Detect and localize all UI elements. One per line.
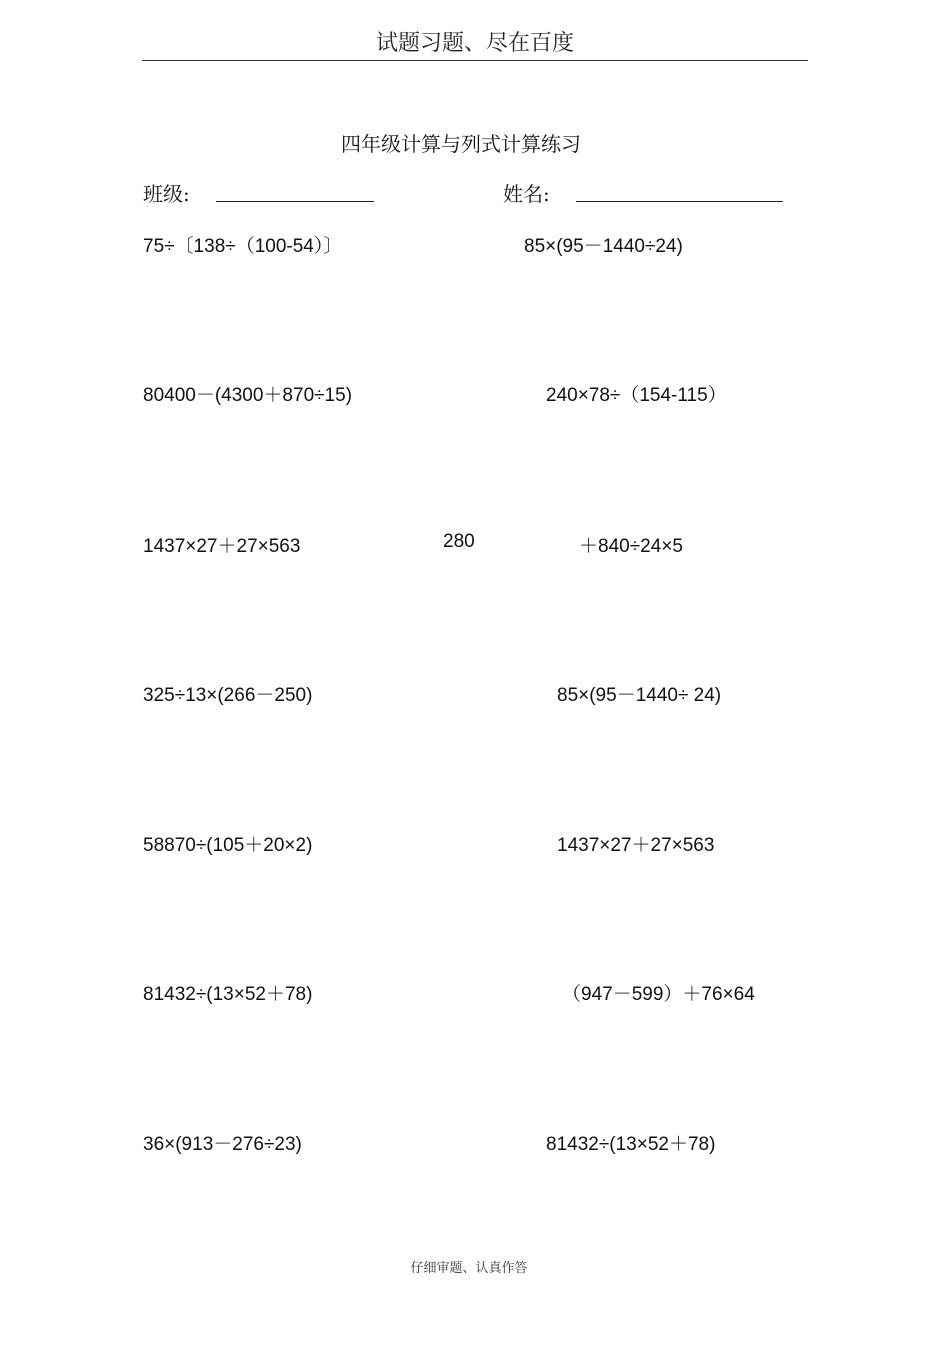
problem-right-7: 81432÷(13×52＋78) [546, 1134, 716, 1155]
problem-right-5: 1437×27＋27×563 [557, 835, 715, 856]
problem-middle-fragment: 280 [443, 531, 475, 552]
worksheet-title: 四年级计算与列式计算练习 [341, 132, 581, 156]
page-footer: 仔细审题、认真作答 [410, 1261, 528, 1276]
problem-left-3: 1437×27＋27×563 [143, 536, 301, 557]
problem-right-1: 85×(95－1440÷24) [524, 236, 683, 257]
name-label: 姓名: [503, 182, 550, 206]
problem-right-4: 85×(95－1440÷ 24) [557, 685, 722, 706]
problem-left-1: 75÷〔138÷（100-54）〕 [143, 236, 343, 257]
problem-right-2: 240×78÷（154-115） [546, 385, 727, 406]
problem-left-2: 80400－(4300＋870÷15) [143, 385, 353, 406]
name-blank-line [576, 201, 783, 202]
problem-left-6: 81432÷(13×52＋78) [143, 984, 313, 1005]
problem-right-6: （947－599）＋76×64 [562, 984, 755, 1005]
problem-left-7: 36×(913－276÷23) [143, 1134, 302, 1155]
class-blank-line [216, 201, 374, 202]
page-header: 试题习题、尽在百度 [375, 31, 574, 56]
problem-left-5: 58870÷(105＋20×2) [143, 835, 313, 856]
problem-right-3: ＋840÷24×5 [579, 536, 683, 557]
class-label: 班级: [143, 182, 190, 206]
problem-left-4: 325÷13×(266－250) [143, 685, 313, 706]
header-divider [142, 60, 808, 61]
